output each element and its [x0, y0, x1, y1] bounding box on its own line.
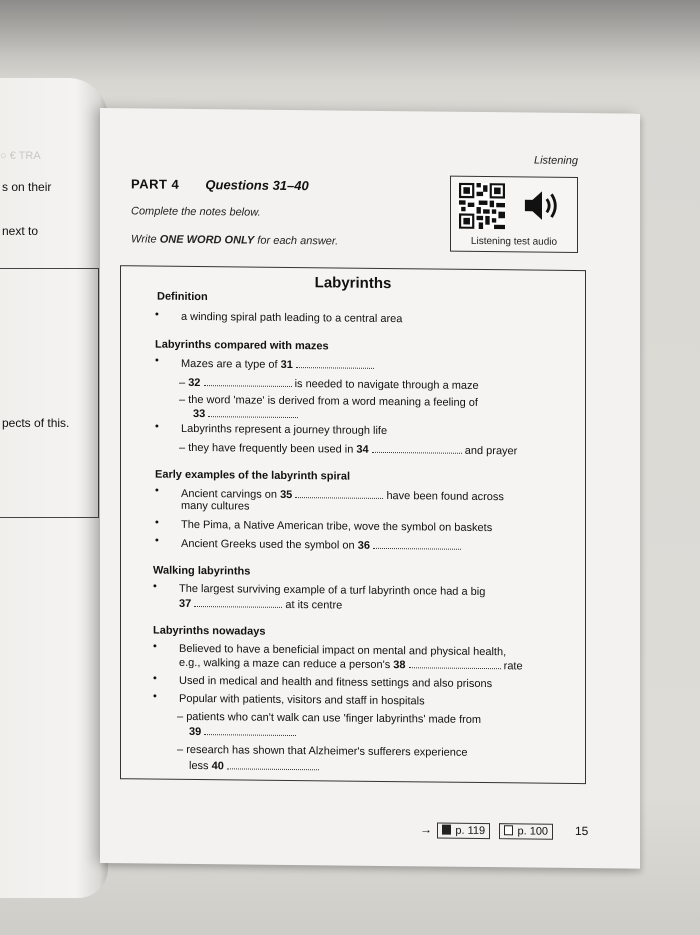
- note-line: Labyrinths represent a journey through life: [181, 422, 388, 438]
- note-text: they have frequently been used in: [188, 441, 354, 456]
- note-text: the word 'maze' is derived from a word meaning a feeling of: [188, 393, 478, 409]
- left-page-line: pects of this.: [2, 416, 70, 430]
- left-page: [0, 78, 108, 898]
- page-number: 15: [575, 823, 589, 839]
- questions-label: Questions 31–40: [205, 177, 309, 194]
- reference-link[interactable]: [437, 823, 490, 840]
- section-heading: Walking labyrinths: [153, 564, 251, 578]
- instruction-emphasis: ONE WORD ONLY: [159, 233, 255, 247]
- answer-blank-40[interactable]: [227, 759, 319, 770]
- section-heading: Labyrinths compared with mazes: [155, 338, 329, 353]
- bullet: •: [155, 420, 159, 433]
- note-line: many cultures: [181, 499, 250, 513]
- reference-link[interactable]: [499, 823, 553, 840]
- answer-blank-33[interactable]: [208, 407, 298, 418]
- question-number: 38: [393, 659, 406, 672]
- question-number: 36: [357, 539, 370, 552]
- dash: –: [179, 441, 186, 454]
- question-number: 37: [179, 597, 192, 610]
- note-text: have been found across: [386, 489, 504, 504]
- bullet: •: [153, 690, 157, 703]
- notes-box: [120, 265, 586, 784]
- note-text: Ancient carvings on: [181, 487, 277, 501]
- note-text: Mazes are a type of: [181, 357, 278, 371]
- answer-blank-35[interactable]: [295, 488, 383, 499]
- note-line: Popular with patients, visitors and staff in hospitals: [179, 692, 425, 708]
- document-icon: [504, 825, 513, 835]
- bullet: •: [155, 516, 159, 529]
- section-label: Listening: [533, 154, 578, 168]
- bullet: •: [155, 484, 159, 497]
- answer-blank-38[interactable]: [409, 658, 501, 669]
- bullet: •: [153, 640, 157, 653]
- question-number: 31: [280, 358, 293, 372]
- bullet: •: [153, 672, 157, 685]
- answer-blank-39[interactable]: [204, 725, 296, 736]
- dash: –: [177, 743, 184, 756]
- instruction: Complete the notes below.: [131, 205, 261, 219]
- note-line: [179, 656, 523, 673]
- note-line: The largest surviving example of a turf labyrinth once had a big: [179, 582, 486, 599]
- note-text: at its centre: [285, 598, 343, 612]
- note-text: patients who can't walk can use 'finger labyrinths' made from: [186, 710, 482, 726]
- note-line: [179, 597, 342, 612]
- note-line: The Pima, a Native American tribe, wove the symbol on baskets: [181, 518, 493, 535]
- ghost-text: ○ € TRA: [0, 150, 41, 162]
- question-number: 39: [189, 725, 202, 739]
- bullet: •: [155, 534, 159, 547]
- note-line: a winding spiral path leading to a central area: [181, 310, 403, 326]
- note-text: e.g., walking a maze can reduce a person's: [179, 656, 391, 672]
- question-number: 40: [211, 760, 224, 773]
- instruction: [131, 233, 338, 247]
- answer-blank-32[interactable]: [204, 376, 292, 387]
- note-text: is needed to navigate through a maze: [294, 378, 479, 392]
- note-text: Ancient Greeks used the symbol on: [181, 537, 355, 552]
- answer-blank-31[interactable]: [296, 358, 374, 369]
- answer-blank-36[interactable]: [373, 539, 461, 550]
- left-page-box: [0, 268, 99, 518]
- question-number: 35: [280, 488, 293, 502]
- question-number: 32: [188, 376, 201, 390]
- note-text: less: [189, 759, 209, 773]
- section-heading: Labyrinths nowadays: [153, 624, 266, 638]
- reference-label: p. 119: [455, 824, 486, 838]
- page-footer: [420, 822, 559, 839]
- notes-title: Labyrinths: [314, 274, 392, 293]
- section-heading: Definition: [157, 290, 208, 304]
- answer-blank-34[interactable]: [372, 443, 462, 454]
- part-heading: [131, 176, 309, 193]
- note-line: [177, 711, 481, 726]
- top-shadow: [0, 0, 700, 80]
- qr-code-icon[interactable]: [459, 183, 505, 229]
- question-number: 34: [356, 443, 369, 456]
- instruction-text: for each answer.: [254, 234, 339, 248]
- left-page-line: next to: [2, 224, 39, 238]
- note-line: [181, 357, 374, 372]
- book-icon: [442, 825, 451, 835]
- part-label: PART 4: [131, 176, 180, 192]
- instruction-text: Write: [131, 233, 160, 246]
- bullet: •: [155, 354, 159, 367]
- dash: –: [179, 376, 186, 389]
- dash: –: [177, 710, 184, 723]
- note-line: Used in medical and health and fitness settings and also prisons: [179, 674, 493, 691]
- left-page-line: s on their: [2, 180, 52, 194]
- note-line: [181, 537, 461, 553]
- note-line: [179, 376, 479, 392]
- note-text: research has shown that Alzheimer's sufferers experience: [186, 743, 468, 759]
- workbook-page: [100, 108, 640, 869]
- bullet: •: [153, 580, 157, 593]
- arrow-right-icon: →: [420, 822, 432, 837]
- note-line: [189, 725, 296, 739]
- audio-box[interactable]: [450, 176, 578, 253]
- note-text: and prayer: [464, 444, 518, 458]
- audio-label: Listening test audio: [470, 235, 558, 248]
- answer-blank-37[interactable]: [194, 597, 282, 608]
- section-heading: Early examples of the labyrinth spiral: [155, 468, 351, 483]
- speaker-icon[interactable]: [523, 187, 561, 223]
- question-number: 33: [193, 407, 206, 421]
- note-line: [193, 407, 298, 421]
- note-text: rate: [503, 660, 523, 673]
- reference-label: p. 100: [517, 825, 549, 838]
- dash: –: [179, 393, 186, 406]
- note-line: [179, 441, 517, 458]
- bullet: •: [155, 308, 159, 321]
- note-line: [189, 759, 319, 773]
- note-line: Believed to have a beneficial impact on mental and physical health,: [179, 642, 507, 659]
- note-line: [177, 744, 468, 759]
